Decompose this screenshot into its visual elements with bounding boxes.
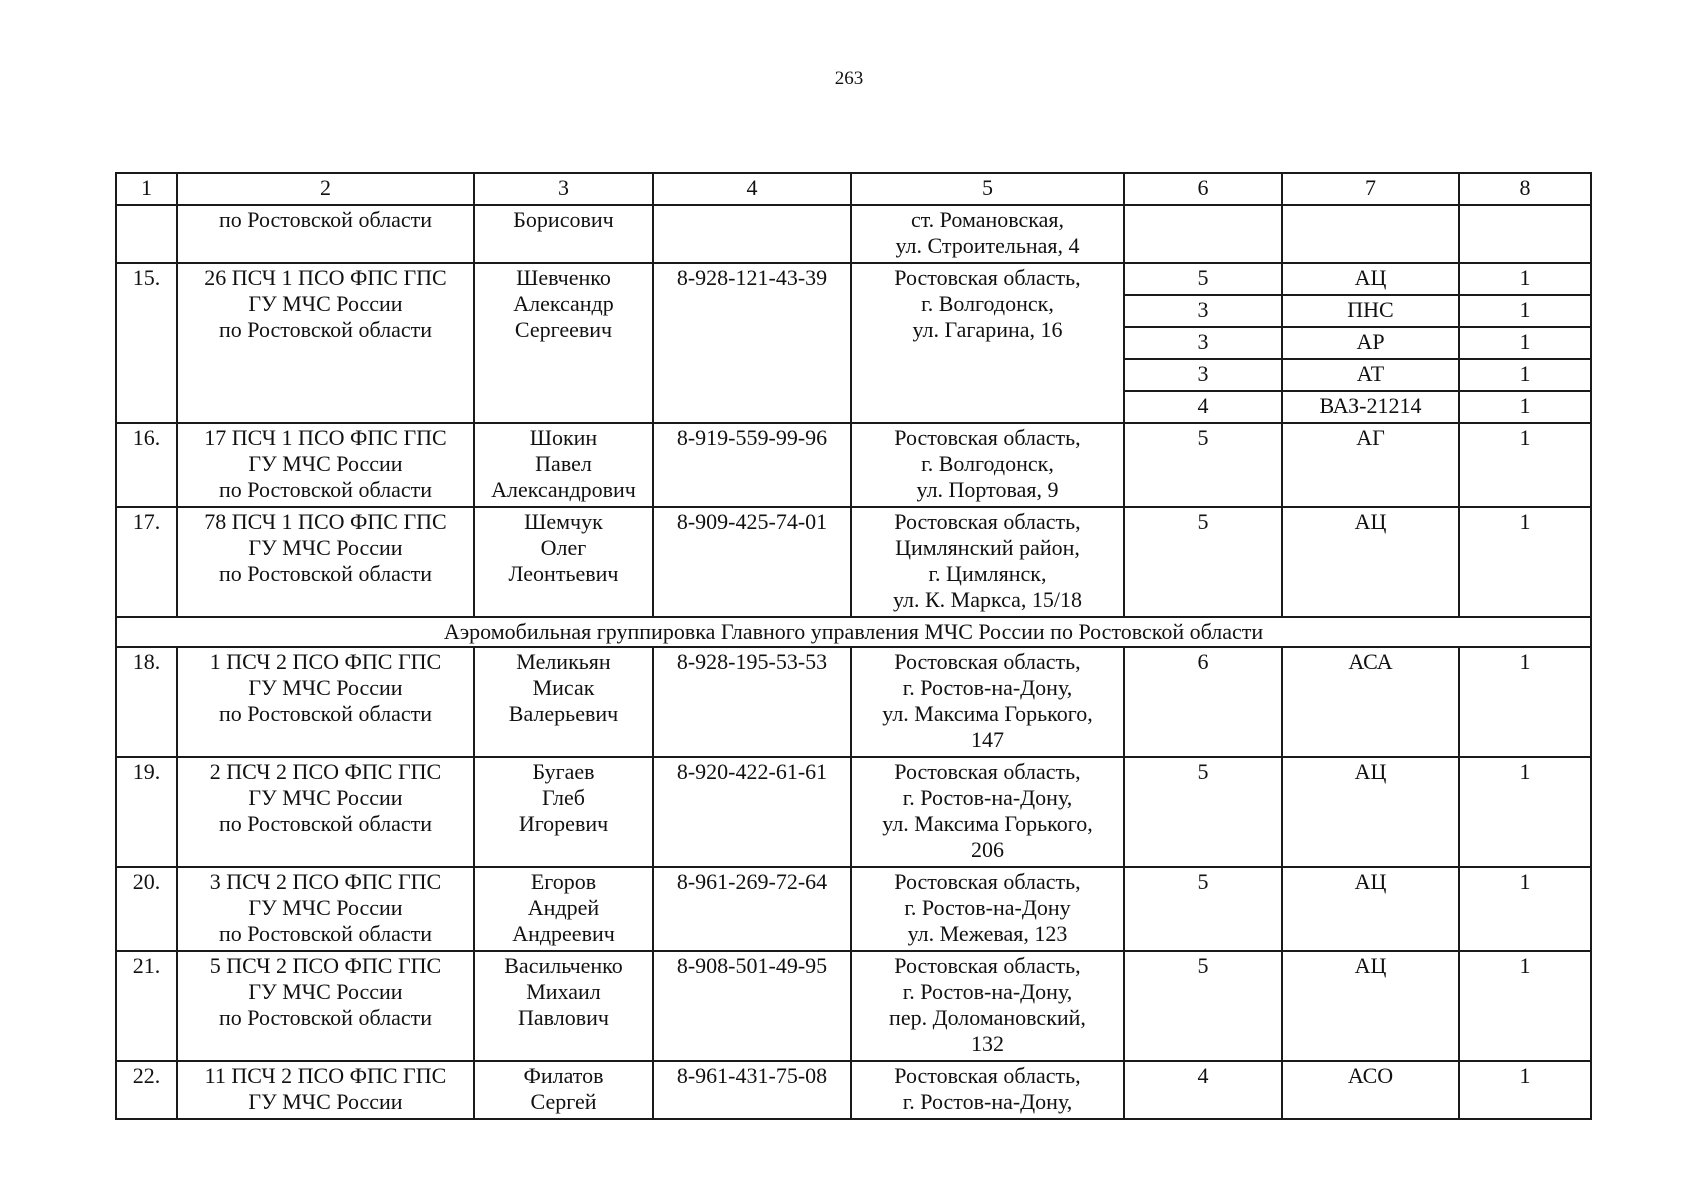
crew-cell: 3 (1124, 359, 1282, 391)
vehicle-count-cell: 1 (1459, 391, 1591, 423)
section-title: Аэромобильная группировка Главного управления МЧС России по Ростовской области (116, 617, 1591, 647)
row-number-cell: 21. (116, 951, 177, 1061)
vehicle-type-cell: ВАЗ-21214 (1282, 391, 1459, 423)
phone-cell: 8-961-269-72-64 (653, 867, 851, 951)
organization-cell: 26 ПСЧ 1 ПСО ФПС ГПС ГУ МЧС России по Ростовской области (177, 263, 474, 423)
phone-cell: 8-909-425-74-01 (653, 507, 851, 617)
row-number-cell (116, 205, 177, 263)
table-row (116, 647, 1591, 757)
person-cell: Шемчук Олег Леонтьевич (474, 507, 653, 617)
vehicle-count-cell: 1 (1459, 295, 1591, 327)
vehicle-type-cell: АСО (1282, 1061, 1459, 1119)
table-row (116, 205, 1591, 263)
column-number: 4 (653, 173, 851, 205)
phone-cell: 8-961-431-75-08 (653, 1061, 851, 1119)
row-number-cell: 15. (116, 263, 177, 423)
row-number-cell: 16. (116, 423, 177, 507)
organization-cell: 1 ПСЧ 2 ПСО ФПС ГПС ГУ МЧС России по Ростовской области (177, 647, 474, 757)
phone-cell (653, 205, 851, 263)
table-row (116, 951, 1591, 1061)
table-row (116, 757, 1591, 867)
vehicle-count-cell: 1 (1459, 423, 1591, 507)
vehicle-count-cell: 1 (1459, 1061, 1591, 1119)
person-cell: Васильченко Михаил Павлович (474, 951, 653, 1061)
address-cell: Ростовская область, Цимлянский район, г. Цимлянск, ул. К. Маркса, 15/18 (851, 507, 1124, 617)
crew-cell: 5 (1124, 867, 1282, 951)
organization-cell: 17 ПСЧ 1 ПСО ФПС ГПС ГУ МЧС России по Ростовской области (177, 423, 474, 507)
column-number: 2 (177, 173, 474, 205)
row-number-cell: 22. (116, 1061, 177, 1119)
crew-cell: 5 (1124, 757, 1282, 867)
table-row (116, 507, 1591, 617)
column-number: 8 (1459, 173, 1591, 205)
crew-cell (1124, 205, 1282, 263)
row-number-cell: 19. (116, 757, 177, 867)
vehicle-type-cell (1282, 205, 1459, 263)
crew-cell: 5 (1124, 951, 1282, 1061)
phone-cell: 8-919-559-99-96 (653, 423, 851, 507)
vehicle-type-cell: АСА (1282, 647, 1459, 757)
crew-cell: 4 (1124, 1061, 1282, 1119)
vehicle-count-cell: 1 (1459, 647, 1591, 757)
person-cell: Бугаев Глеб Игоревич (474, 757, 653, 867)
address-cell: Ростовская область, г. Волгодонск, ул. Портовая, 9 (851, 423, 1124, 507)
organization-cell: 3 ПСЧ 2 ПСО ФПС ГПС ГУ МЧС России по Ростовской области (177, 867, 474, 951)
vehicle-type-cell: АЦ (1282, 757, 1459, 867)
column-number: 7 (1282, 173, 1459, 205)
person-cell: Егоров Андрей Андреевич (474, 867, 653, 951)
person-cell: Меликьян Мисак Валерьевич (474, 647, 653, 757)
row-number-cell: 17. (116, 507, 177, 617)
vehicle-count-cell (1459, 205, 1591, 263)
table-row (116, 423, 1591, 507)
organization-cell: 5 ПСЧ 2 ПСО ФПС ГПС ГУ МЧС России по Ростовской области (177, 951, 474, 1061)
address-cell: Ростовская область, г. Ростов-на-Дону, ул. Максима Горького, 206 (851, 757, 1124, 867)
crew-cell: 5 (1124, 507, 1282, 617)
address-cell: Ростовская область, г. Ростов-на-Дону, ул. Максима Горького, 147 (851, 647, 1124, 757)
organization-cell: 78 ПСЧ 1 ПСО ФПС ГПС ГУ МЧС России по Ростовской области (177, 507, 474, 617)
phone-cell: 8-920-422-61-61 (653, 757, 851, 867)
organization-cell: по Ростовской области (177, 205, 474, 263)
phone-cell: 8-928-195-53-53 (653, 647, 851, 757)
vehicle-type-cell: АЦ (1282, 867, 1459, 951)
row-number-cell: 18. (116, 647, 177, 757)
address-cell: Ростовская область, г. Ростов-на-Дону, (851, 1061, 1124, 1119)
column-number: 6 (1124, 173, 1282, 205)
section-row (116, 617, 1591, 647)
vehicle-count-cell: 1 (1459, 951, 1591, 1061)
vehicle-count-cell: 1 (1459, 263, 1591, 295)
phone-cell: 8-908-501-49-95 (653, 951, 851, 1061)
vehicle-count-cell: 1 (1459, 359, 1591, 391)
crew-cell: 5 (1124, 423, 1282, 507)
address-cell: ст. Романовская, ул. Строительная, 4 (851, 205, 1124, 263)
vehicle-type-cell: АР (1282, 327, 1459, 359)
vehicle-type-cell: АЦ (1282, 507, 1459, 617)
person-cell: Шокин Павел Александрович (474, 423, 653, 507)
table-row (116, 1061, 1591, 1119)
person-cell: Борисович (474, 205, 653, 263)
units-table (115, 172, 1592, 1120)
vehicle-type-cell: АГ (1282, 423, 1459, 507)
vehicle-type-cell: АЦ (1282, 263, 1459, 295)
column-number: 3 (474, 173, 653, 205)
crew-cell: 4 (1124, 391, 1282, 423)
vehicle-count-cell: 1 (1459, 507, 1591, 617)
person-cell: Филатов Сергей (474, 1061, 653, 1119)
table-row (116, 263, 1591, 295)
table-row (116, 867, 1591, 951)
crew-cell: 3 (1124, 327, 1282, 359)
row-number-cell: 20. (116, 867, 177, 951)
vehicle-type-cell: АЦ (1282, 951, 1459, 1061)
vehicle-count-cell: 1 (1459, 867, 1591, 951)
vehicle-count-cell: 1 (1459, 757, 1591, 867)
phone-cell: 8-928-121-43-39 (653, 263, 851, 423)
crew-cell: 3 (1124, 295, 1282, 327)
vehicle-type-cell: ПНС (1282, 295, 1459, 327)
vehicle-type-cell: АТ (1282, 359, 1459, 391)
vehicle-count-cell: 1 (1459, 327, 1591, 359)
page-number: 263 (834, 68, 864, 89)
address-cell: Ростовская область, г. Ростов-на-Дону, пер. Доломановский, 132 (851, 951, 1124, 1061)
column-number: 5 (851, 173, 1124, 205)
column-number: 1 (116, 173, 177, 205)
address-cell: Ростовская область, г. Волгодонск, ул. Гагарина, 16 (851, 263, 1124, 423)
organization-cell: 11 ПСЧ 2 ПСО ФПС ГПС ГУ МЧС России (177, 1061, 474, 1119)
column-number-row (116, 173, 1591, 205)
person-cell: Шевченко Александр Сергеевич (474, 263, 653, 423)
address-cell: Ростовская область, г. Ростов-на-Дону ул. Межевая, 123 (851, 867, 1124, 951)
organization-cell: 2 ПСЧ 2 ПСО ФПС ГПС ГУ МЧС России по Ростовской области (177, 757, 474, 867)
crew-cell: 6 (1124, 647, 1282, 757)
crew-cell: 5 (1124, 263, 1282, 295)
